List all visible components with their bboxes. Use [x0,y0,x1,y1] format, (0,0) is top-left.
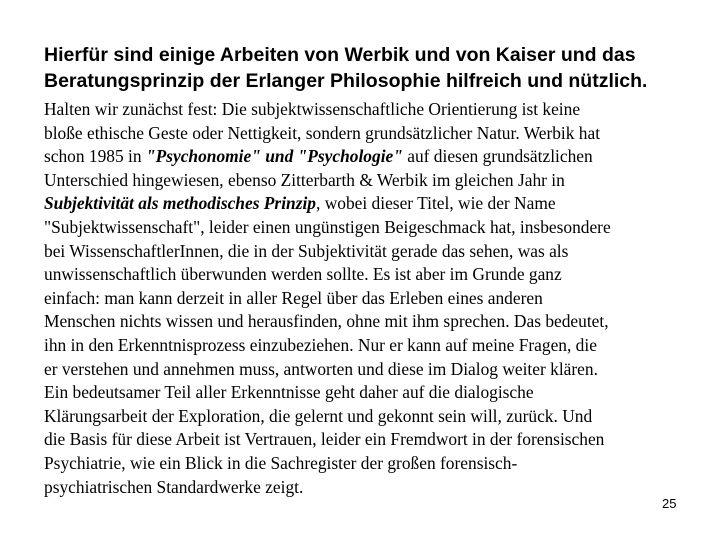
body-line: einfach: man kann derzeit in aller Regel über das Erleben eines anderen [44,287,543,308]
body-line: psychiatrischen Standardwerke zeigt. [44,476,304,497]
body-line: bloße ethische Geste oder Nettigkeit, sondern grundsätzlicher Natur. Werbik hat [44,122,601,143]
body-text-run: , wobei dieser Titel, wie der Name [316,193,556,214]
title-line: Hierfür sind einige Arbeiten von Werbik und von Kaiser und das [44,44,636,66]
body-text-run: auf diesen grundsätzlichen [402,146,593,167]
body-text [44,98,704,499]
body-line [44,145,704,169]
title-line: Beratungsprinzip der Erlanger Philosophie hilfreich und nützlich. [44,70,648,92]
cited-title-subjektivitaet: Subjektivität als methodisches Prinzip [44,193,317,214]
slide-title [44,42,694,94]
body-line: unwissenschaftlich überwunden werden sollte. Es ist aber im Grunde ganz [44,264,562,285]
body-text-run: schon 1985 in [44,146,146,167]
body-line: Unterschied hingewiesen, ebenso Zitterbarth & Werbik im gleichen Jahr in [44,169,565,190]
body-line: Menschen nichts wissen und herausfinden, ohne mit ihm sprechen. Das bedeutet, [44,311,609,332]
body-line: Ein bedeutsamer Teil aller Erkenntnisse geht daher auf die dialogische [44,382,534,403]
body-line: er verstehen und annehmen muss, antworten und diese im Dialog weiter klären. [44,358,598,379]
body-line: Klärungsarbeit der Exploration, die gelernt und gekonnt sein will, zurück. Und [44,405,593,426]
body-line [44,192,704,216]
body-line: Halten wir zunächst fest: Die subjektwissenschaftliche Orientierung ist keine [44,99,581,119]
page-number: 25 [662,496,677,511]
body-line: die Basis für diese Arbeit ist Vertrauen, leider ein Fremdwort in der forensischen [44,429,605,450]
body-line: bei WissenschaftlerInnen, die in der Subjektivität gerade das sehen, was als [44,240,569,261]
body-line: ihn in den Erkenntnisprozess einzubeziehen. Nur er kann auf meine Fragen, die [44,334,597,355]
body-line: Psychiatrie, wie ein Blick in die Sachregister der großen forensisch- [44,452,518,473]
body-line: "Subjektwissenschaft", leider einen ungünstigen Beigeschmack hat, insbesondere [44,216,611,237]
cited-title-psychonomie: "Psychonomie" und "Psychologie" [145,146,403,167]
